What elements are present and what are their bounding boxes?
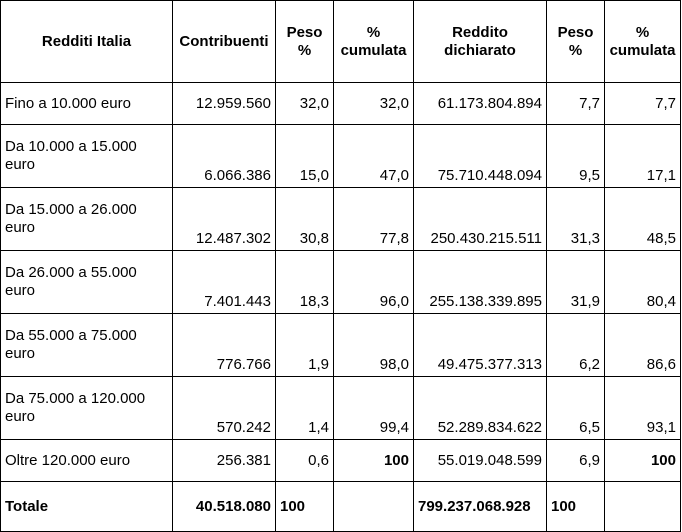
cell-cumulata-1: 47,0 [334,125,414,188]
total-cumulata-1 [334,482,414,532]
cell-peso-2: 31,9 [547,251,605,314]
cell-contribuenti: 570.242 [173,377,276,440]
total-peso-2: 100 [547,482,605,532]
cell-contribuenti: 776.766 [173,314,276,377]
cell-peso-1: 0,6 [276,440,334,482]
cell-peso-1: 32,0 [276,83,334,125]
row-label: Da 75.000 a 120.000 euro [1,377,173,440]
total-contribuenti: 40.518.080 [173,482,276,532]
cell-peso-1: 15,0 [276,125,334,188]
header-redditi-italia: Redditi Italia [1,1,173,83]
cell-cumulata-2: 80,4 [605,251,681,314]
row-label: Fino a 10.000 euro [1,83,173,125]
table-row [1,377,681,440]
cell-cumulata-2: 48,5 [605,188,681,251]
cell-cumulata-2: 7,7 [605,83,681,125]
header-cumulata-2: % cumulata [605,1,681,83]
cell-peso-2: 6,5 [547,377,605,440]
header-contribuenti: Contribuenti [173,1,276,83]
cell-peso-2: 6,2 [547,314,605,377]
cell-cumulata-2: 17,1 [605,125,681,188]
table-row [1,125,681,188]
total-row [1,482,681,532]
cell-reddito: 61.173.804.894 [414,83,547,125]
cell-cumulata-2: 86,6 [605,314,681,377]
cell-reddito: 49.475.377.313 [414,314,547,377]
header-peso-1: Peso % [276,1,334,83]
cell-cumulata-2: 93,1 [605,377,681,440]
cell-reddito: 52.289.834.622 [414,377,547,440]
cell-peso-1: 18,3 [276,251,334,314]
header-reddito-dichiarato: Reddito dichiarato [414,1,547,83]
row-label: Da 10.000 a 15.000 euro [1,125,173,188]
total-peso-1: 100 [276,482,334,532]
cell-contribuenti: 12.487.302 [173,188,276,251]
header-peso-2: Peso % [547,1,605,83]
cell-peso-2: 9,5 [547,125,605,188]
table-row [1,314,681,377]
cell-cumulata-1: 77,8 [334,188,414,251]
cell-peso-2: 31,3 [547,188,605,251]
cell-peso-2: 7,7 [547,83,605,125]
total-cumulata-2 [605,482,681,532]
cell-cumulata-2: 100 [605,440,681,482]
header-row [1,1,681,83]
cell-contribuenti: 12.959.560 [173,83,276,125]
cell-reddito: 55.019.048.599 [414,440,547,482]
total-reddito: 799.237.068.928 [414,482,547,532]
cell-cumulata-1: 100 [334,440,414,482]
total-label: Totale [1,482,173,532]
cell-reddito: 75.710.448.094 [414,125,547,188]
cell-cumulata-1: 32,0 [334,83,414,125]
cell-reddito: 250.430.215.511 [414,188,547,251]
row-label: Da 15.000 a 26.000 euro [1,188,173,251]
row-label: Da 55.000 a 75.000 euro [1,314,173,377]
cell-peso-1: 1,4 [276,377,334,440]
cell-cumulata-1: 98,0 [334,314,414,377]
cell-peso-1: 30,8 [276,188,334,251]
row-label: Oltre 120.000 euro [1,440,173,482]
cell-peso-1: 1,9 [276,314,334,377]
cell-contribuenti: 256.381 [173,440,276,482]
cell-cumulata-1: 99,4 [334,377,414,440]
table-row [1,83,681,125]
row-label: Da 26.000 a 55.000 euro [1,251,173,314]
cell-contribuenti: 7.401.443 [173,251,276,314]
header-cumulata-1: % cumulata [334,1,414,83]
table-row [1,251,681,314]
table-row [1,188,681,251]
cell-cumulata-1: 96,0 [334,251,414,314]
cell-reddito: 255.138.339.895 [414,251,547,314]
table-row [1,440,681,482]
cell-peso-2: 6,9 [547,440,605,482]
cell-contribuenti: 6.066.386 [173,125,276,188]
